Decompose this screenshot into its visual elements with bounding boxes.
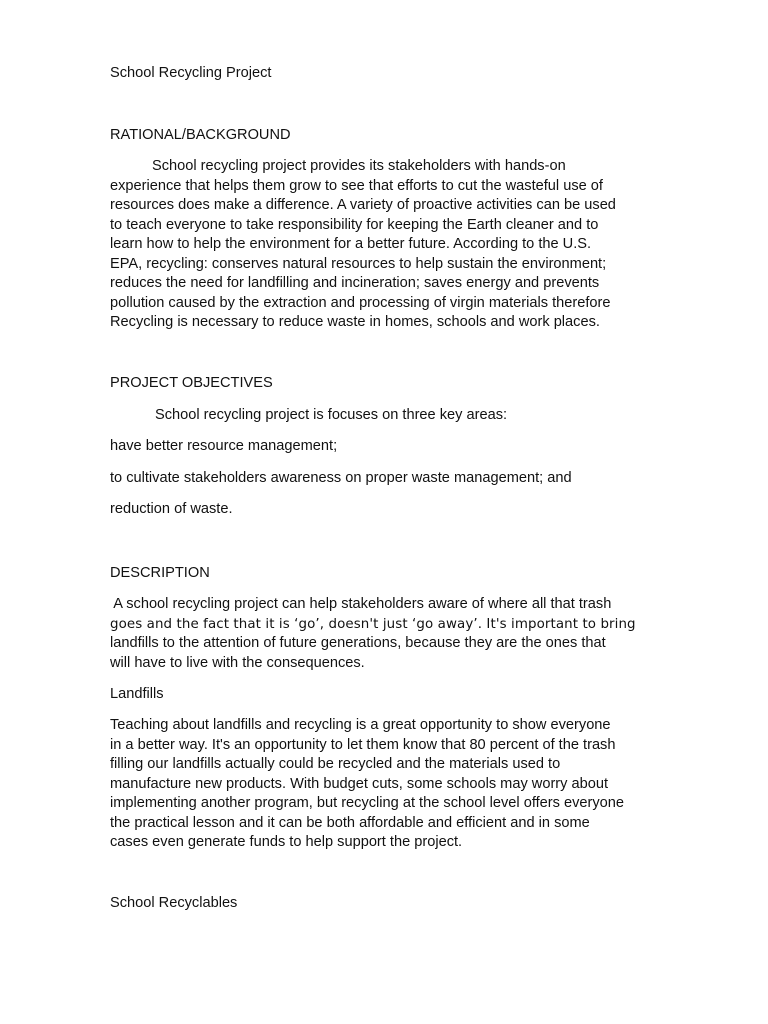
text-line: reduces the need for landfilling and incineration; saves energy and prevents: [110, 275, 600, 291]
landfills-heading: Landfills: [110, 686, 164, 702]
document-title: School Recycling Project: [110, 65, 272, 81]
text-line: learn how to help the environment for a better future. According to the U.S.: [110, 236, 592, 252]
text-line: will have to live with the consequences.: [110, 654, 365, 671]
text-line: resources does make a difference. A variety of proactive activities can be used: [110, 197, 616, 213]
description-heading: DESCRIPTION: [110, 565, 210, 581]
description-paragraph: [110, 595, 670, 673]
text-line: in a better way. It's an opportunity to let them know that 80 percent of the trash: [110, 736, 616, 753]
text-line: landfills to the attention of future generations, because they are the ones that: [110, 635, 606, 651]
recyclables-heading: School Recyclables: [110, 895, 238, 911]
text-line: implementing another program, but recycling at the school level offers everyone: [110, 795, 625, 811]
objectives-intro: School recycling project is focuses on three key areas:: [155, 407, 508, 423]
text-line: experience that helps them grow to see that efforts to cut the wasteful use of: [110, 177, 603, 194]
text-line: A school recycling project can help stakeholders aware of where all that trash: [110, 596, 612, 612]
text-line: manufacture new products. With budget cuts, some schools may worry about: [110, 775, 609, 792]
text-line: pollution caused by the extraction and processing of virgin materials therefore: [110, 294, 611, 311]
text-line: EPA, recycling: conserves natural resources to help sustain the environment;: [110, 255, 607, 272]
landfills-paragraph: [110, 716, 670, 853]
text-line: to teach everyone to take responsibility for keeping the Earth cleaner and to: [110, 216, 599, 233]
text-line: Recycling is necessary to reduce waste in homes, schools and work places.: [110, 314, 600, 330]
objective-item: to cultivate stakeholders awareness on proper waste management; and: [110, 470, 572, 486]
text-line: the practical lesson and it can be both affordable and efficient and in some: [110, 814, 590, 831]
objectives-heading: PROJECT OBJECTIVES: [110, 375, 273, 391]
objective-item: reduction of waste.: [110, 501, 233, 517]
text-line: cases even generate funds to help support the project.: [110, 834, 463, 850]
rationale-paragraph: [110, 157, 670, 333]
rationale-heading: RATIONAL/BACKGROUND: [110, 127, 291, 143]
objective-item: have better resource management;: [110, 438, 338, 454]
text-line: goes and the fact that it is ‘go’, doesn't just ‘go away’. It's important to bring: [110, 616, 636, 632]
text-line: filling our landfills actually could be recycled and the materials used to: [110, 756, 561, 772]
text-line: Teaching about landfills and recycling is a great opportunity to show everyone: [110, 717, 611, 733]
text-line: School recycling project provides its stakeholders with hands-on: [152, 158, 566, 174]
